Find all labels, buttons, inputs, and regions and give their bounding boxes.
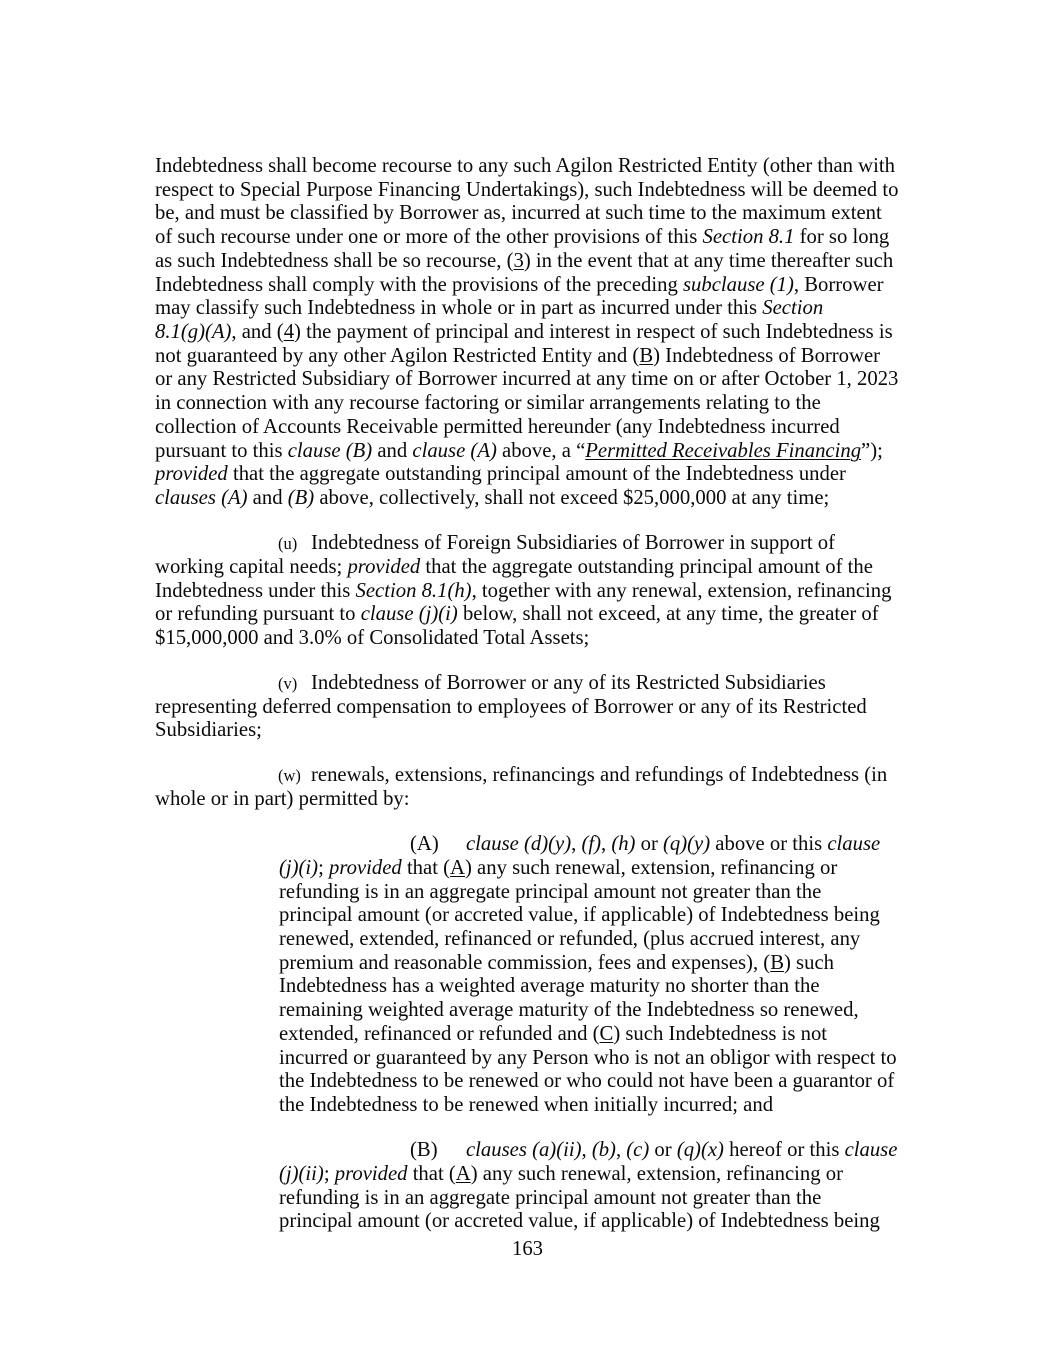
text-run: that (: [407, 1162, 456, 1185]
underlined-text-run: A: [450, 856, 465, 879]
italic-text-run: provided: [328, 856, 402, 879]
italic-text-run: provided: [155, 463, 228, 486]
italic-text-run: subclause (1): [683, 273, 794, 296]
page-body: [155, 155, 897, 1255]
text-run: ,: [615, 1139, 627, 1162]
text-run: ,: [600, 833, 612, 856]
underlined-text-run: 4: [283, 321, 295, 344]
text-line: [155, 463, 897, 487]
text-run: and: [372, 439, 413, 462]
italic-text-run: Section 8.1: [702, 226, 795, 249]
text-run: ”);: [861, 439, 883, 462]
text-line: [155, 556, 897, 580]
italic-text-run: clause (j)(i): [360, 603, 458, 626]
italic-text-run: (q)(y): [663, 833, 711, 856]
text-run: above, a “: [496, 439, 586, 462]
text-run: collection of Accounts Receivable permitted hereunder (any Indebtedness incurred: [155, 415, 840, 438]
text-run: ) any such renewal, extension, refinancing or: [464, 856, 838, 879]
continued-paragraph: [155, 155, 897, 511]
text-line: [279, 1210, 897, 1234]
text-line: [279, 857, 897, 881]
text-run: principal amount (or accreted value, if applicable) of Indebtedness being: [279, 1210, 880, 1233]
text-run: ) in the event that at any time thereafter such: [523, 249, 894, 272]
italic-text-run: clauses (A): [155, 487, 248, 510]
italic-text-run: clause (A): [412, 439, 497, 462]
text-line: [155, 297, 897, 321]
italic-text-run: (B): [287, 487, 315, 510]
underlined-text-run: B: [770, 951, 784, 974]
italic-text-run: clauses (a)(ii): [466, 1139, 582, 1162]
italic-text-run: clause (d)(y): [466, 833, 572, 856]
text-run: refunding is in an aggregate principal amount not greater than the: [279, 1186, 822, 1209]
text-line: [155, 580, 897, 604]
text-line: [279, 952, 897, 976]
text-run: , and (: [231, 321, 284, 344]
text-run: or any Restricted Subsidiary of Borrower incurred at any time on or after October 1, 2023: [155, 368, 899, 391]
text-run: be, and must be classified by Borrower as, incurred at such time to the maximum extent: [155, 202, 882, 225]
text-run: ) such Indebtedness is not: [613, 1022, 828, 1045]
text-line: [279, 1139, 897, 1163]
underlined-text-run: C: [599, 1022, 614, 1045]
italic-text-run: Section 8.1(h): [355, 579, 472, 602]
text-line: [279, 1023, 897, 1047]
text-run: , Borrower: [793, 273, 884, 296]
text-line: [155, 274, 897, 298]
italic-text-run: Section: [762, 297, 824, 320]
text-run: refunding is in an aggregate principal amount not greater than the: [279, 880, 822, 903]
text-run: representing deferred compensation to employees of Borrower or any of its Restricted: [155, 695, 867, 718]
text-run: in connection with any recourse factoring or similar arrangements relating to the: [155, 392, 821, 415]
clause-u-paragraph: [155, 532, 897, 651]
text-line: [155, 202, 897, 226]
clause-v-paragraph: [155, 672, 897, 743]
text-line: [279, 1047, 897, 1071]
text-run: pursuant to this: [155, 439, 288, 462]
text-line: [155, 368, 897, 392]
text-run: that (: [401, 856, 451, 879]
text-run: ;: [323, 1162, 335, 1185]
text-run: Indebtedness shall comply with the provisions of the preceding: [155, 273, 683, 296]
clause-label: (B): [410, 1139, 438, 1162]
text-run: for so long: [794, 226, 890, 249]
text-line: [155, 696, 897, 720]
text-line: [279, 833, 897, 857]
text-run: Indebtedness of Borrower or any of its Restricted Subsidiaries: [311, 671, 826, 694]
italic-text-run: clause: [844, 1139, 898, 1162]
text-line: [155, 179, 897, 203]
clause-label: (w): [278, 766, 301, 786]
text-run: and: [247, 487, 288, 510]
text-run: that the aggregate outstanding principal amount of the: [420, 555, 873, 578]
text-run: ) Indebtedness of Borrower: [653, 344, 881, 367]
italic-text-run: (q)(x): [676, 1139, 724, 1162]
text-run: ) the payment of principal and interest in respect of such Indebtedness is: [294, 321, 893, 344]
text-run: renewed, extended, refinanced or refunded, (plus accrued interest, any: [279, 928, 861, 951]
underlined-text-run: A: [455, 1162, 471, 1185]
text-run: renewals, extensions, refinancings and refundings of Indebtedness (in: [311, 764, 888, 787]
text-run: incurred or guaranteed by any Person who is not an obligor with respect to: [279, 1046, 897, 1069]
text-run: below, shall not exceed, at any time, the greater of: [457, 603, 879, 626]
text-run: not guaranteed by any other Agilon Restricted Entity and (: [155, 344, 640, 367]
text-run: above, collectively, shall not exceed $25,000,000 at any time;: [314, 487, 830, 510]
text-run: or refunding pursuant to: [155, 603, 361, 626]
text-run: ,: [581, 1139, 592, 1162]
text-line: [155, 788, 897, 812]
text-run: $15,000,000 and 3.0% of Consolidated Total Assets;: [155, 626, 590, 649]
text-line: [279, 1070, 897, 1094]
italic-text-run: (f): [581, 833, 601, 856]
text-line: [155, 627, 897, 651]
text-line: [279, 1187, 897, 1211]
subclause-a-paragraph: [279, 833, 897, 1118]
text-run: ;: [318, 856, 329, 879]
text-line: [155, 764, 897, 788]
text-run: respect to Special Purpose Financing Undertakings), such Indebtedness will be deemed to: [155, 178, 899, 201]
text-run: Indebtedness under this: [155, 579, 356, 602]
text-run: whole or in part) permitted by:: [155, 788, 410, 811]
text-line: [155, 155, 897, 179]
text-run: the Indebtedness to be renewed or who could not have been a guarantor of: [279, 1070, 895, 1093]
text-line: [155, 226, 897, 250]
text-line: [155, 672, 897, 696]
text-line: [279, 975, 897, 999]
italic-text-run: clause (B): [287, 439, 373, 462]
italic-underlined-text-run: Permitted Receivables Financing: [585, 439, 862, 462]
text-run: principal amount (or accreted value, if applicable) of Indebtedness being: [279, 904, 880, 927]
clause-w-paragraph: [155, 764, 897, 811]
text-run: ,: [571, 833, 582, 856]
italic-text-run: provided: [334, 1162, 408, 1185]
text-line: [155, 250, 897, 274]
italic-text-run: (h): [611, 833, 636, 856]
text-run: the Indebtedness to be renewed when initially incurred; and: [279, 1094, 774, 1117]
text-run: as such Indebtedness shall be so recourse, (: [155, 249, 514, 272]
clause-label: (u): [278, 534, 298, 554]
text-run: extended, refinanced or refunded and (: [279, 1022, 600, 1045]
text-line: [155, 416, 897, 440]
italic-text-run: (j)(i): [279, 856, 319, 879]
text-run: may classify such Indebtedness in whole or in part as incurred under this: [155, 297, 763, 320]
text-run: that the aggregate outstanding principal amount of the Indebtedness under: [227, 463, 846, 486]
clause-label: (v): [278, 673, 298, 693]
text-run: Indebtedness shall become recourse to any such Agilon Restricted Entity (other than with: [155, 155, 895, 177]
text-run: hereof or this: [723, 1139, 845, 1162]
text-run: , together with any renewal, extension, refinancing: [471, 579, 892, 602]
underlined-text-run: 3: [513, 249, 524, 272]
text-run: or: [635, 833, 664, 856]
text-run: above or this: [710, 833, 828, 856]
text-line: [155, 392, 897, 416]
underlined-text-run: B: [639, 344, 654, 367]
text-run: of such recourse under one or more of the other provisions of this: [155, 226, 703, 249]
text-run: premium and reasonable commission, fees and expenses), (: [279, 951, 771, 974]
page-number: 163: [511, 1238, 544, 1260]
italic-text-run: (c): [626, 1139, 650, 1162]
text-run: working capital needs;: [155, 555, 348, 578]
italic-text-run: 8.1(g)(A): [155, 321, 232, 344]
text-line: [155, 345, 897, 369]
text-run: Indebtedness of Foreign Subsidiaries of Borrower in support of: [311, 532, 835, 555]
text-line: [155, 321, 897, 345]
text-line: [279, 1094, 897, 1118]
text-line: [155, 487, 897, 511]
italic-text-run: (j)(ii): [279, 1162, 324, 1185]
subclause-b-paragraph: [279, 1139, 897, 1234]
text-run: remaining weighted average maturity of the Indebtedness so renewed,: [279, 999, 859, 1022]
text-line: [279, 1163, 897, 1187]
text-line: [155, 440, 897, 464]
italic-text-run: provided: [347, 555, 421, 578]
text-run: ) such: [784, 951, 834, 974]
text-line: [279, 928, 897, 952]
text-run: Subsidiaries;: [155, 719, 262, 742]
text-run: Indebtedness has a weighted average maturity no shorter than the: [279, 975, 820, 998]
clause-label: (A): [410, 833, 439, 856]
text-line: [279, 881, 897, 905]
italic-text-run: clause: [827, 833, 881, 856]
text-run: ) any such renewal, extension, refinancing or: [470, 1162, 843, 1185]
text-line: [279, 999, 897, 1023]
text-line: [155, 603, 897, 627]
text-line: [279, 904, 897, 928]
text-run: or: [649, 1139, 677, 1162]
text-line: [155, 719, 897, 743]
text-line: [155, 532, 897, 556]
italic-text-run: (b): [591, 1139, 616, 1162]
